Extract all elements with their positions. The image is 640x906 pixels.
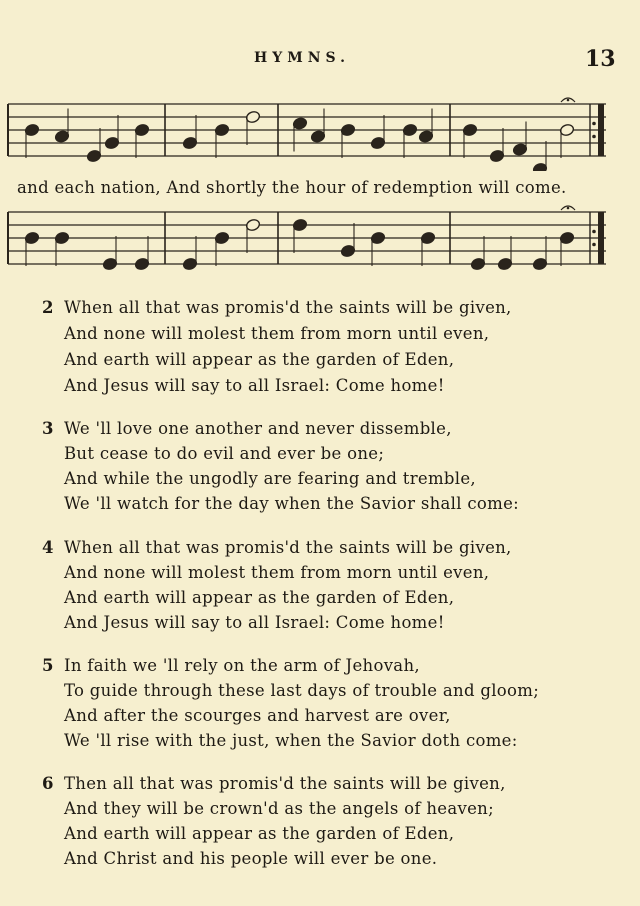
staff-lines: [8, 206, 606, 264]
page-number: 13: [585, 46, 616, 72]
verse-line: To guide through these last days of trouble and gloom;: [64, 681, 540, 700]
verse-line: But cease to do evil and ever be one;: [64, 444, 385, 463]
verse-line: And none will molest them from morn until even,: [64, 563, 490, 582]
verse-number: 4: [42, 538, 54, 557]
note-heads: [24, 109, 575, 172]
music-staff-bottom: [0, 204, 640, 279]
page-header: [0, 48, 640, 72]
verse-line: In faith we 'll rely on the arm of Jehovah,: [64, 656, 420, 675]
verse-line: And earth will appear as the garden of Eden,: [64, 824, 455, 843]
verse-number: 6: [42, 774, 54, 793]
verse-number: 3: [42, 419, 54, 438]
verse-line: And after the scourges and harvest are over,: [64, 706, 451, 725]
verse-line: And earth will appear as the garden of Eden,: [64, 588, 455, 607]
verse-line: And Jesus will say to all Israel: Come home!: [64, 376, 445, 395]
running-title: HYMNS.: [254, 50, 351, 66]
music-staff-top: [0, 96, 640, 171]
verse-line: We 'll love one another and never dissemble,: [64, 419, 452, 438]
note-heads: [24, 218, 575, 271]
verse-line: When all that was promis'd the saints will be given,: [64, 298, 512, 317]
verse-number: 5: [42, 656, 54, 675]
verse-line: Then all that was promis'd the saints will be given,: [64, 774, 506, 793]
verse-line: When all that was promis'd the saints will be given,: [64, 538, 512, 557]
verse-line: We 'll watch for the day when the Savior shall come:: [64, 494, 520, 513]
verse-line: We 'll rise with the just, when the Savior doth come:: [64, 731, 518, 750]
verse-line: And Jesus will say to all Israel: Come home!: [64, 613, 445, 632]
verse-number: 2: [42, 298, 54, 317]
verse-line: And earth will appear as the garden of Eden,: [64, 350, 455, 369]
verse-line: And they will be crown'd as the angels of heaven;: [64, 799, 494, 818]
verse-line: And Christ and his people will ever be one.: [64, 849, 438, 868]
verse-line: And while the ungodly are fearing and tremble,: [64, 469, 476, 488]
verse-line: And none will molest them from morn until even,: [64, 324, 490, 343]
music-lyric-line: and each nation, And shortly the hour of redemption will come.: [17, 178, 567, 197]
